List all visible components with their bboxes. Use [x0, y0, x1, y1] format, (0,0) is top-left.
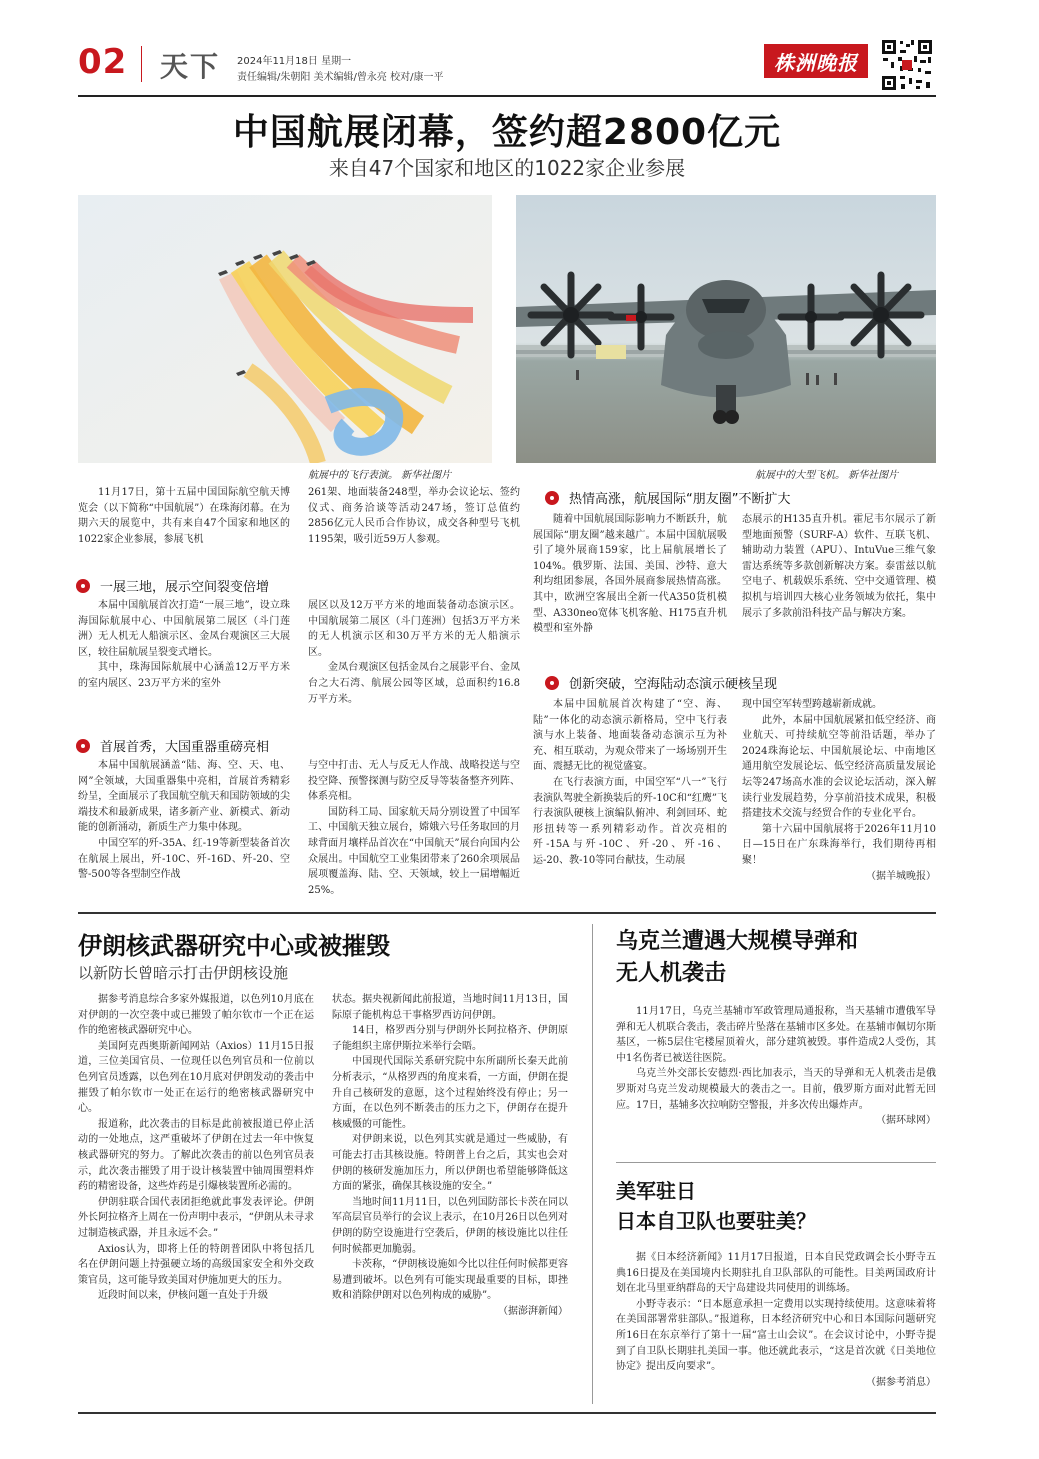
section-title: 一展三地，展示空间裂变倍增: [100, 580, 270, 595]
source-line: （据环球网）: [876, 1115, 936, 1127]
ukraine-headline: [616, 926, 936, 990]
paragraph: 本届中国航展首次构建了“空、海、陆”一体化的动态演示新格局，空中飞行表演与水上装备、地面装备动态演示互为补充、相互联动，为观众带来了一场场别开生面、震撼无比的视觉盛宴。: [533, 699, 727, 773]
photo-flight-show: [78, 195, 492, 463]
footer-rule: [78, 1412, 936, 1414]
paragraph: 第十六届中国航展将于2026年11月10日—15日在广东珠海举行，我们期待再相聚！: [742, 823, 936, 866]
caption-large-aircraft: 航展中的大型飞机。 新华社图片: [755, 470, 899, 481]
section-rule: [78, 912, 936, 914]
story-rule: [616, 1162, 936, 1163]
source-line: （据参考消息）: [866, 1376, 936, 1388]
section-heading-3: [545, 488, 790, 507]
paragraph: 随着中国航展国际影响力不断跃升，航展国际“朋友圈”越来越广。本届中国航展吸引了境外展商159家，比上届航展增长了104%。俄罗斯、法国、美国、沙特、意大利均组团参展，各国外展商参展热情高涨。其中，欧洲空客展出全新一代A350货机模型、A330neo宽体飞机客舱、H175直升机模型和室外静: [533, 514, 727, 635]
header-rule: [78, 95, 936, 97]
paragraph: 小野寺表示：“日本愿意承担一定费用以实现持续使用。这意味着将在美国部署常驻部队。”报道称，日本经济研究中心和日本国际问题研究所16日在东京举行了第十一届“富士山会议”。在会议讨论中，小野寺提到了自卫队长期驻扎美国一事。他还就此表示，“这是首次就《日美地位协定》提出反向要求”。: [616, 1298, 936, 1373]
photo-large-aircraft: [516, 195, 936, 463]
section-title: 创新突破，空海陆动态演示硬核呈现: [569, 677, 778, 692]
paragraph: 伊朗驻联合国代表团拒绝就此事发表评论。伊朗外长阿拉格齐上周在一份声明中表示，“伊朗从未寻求过制造核武器，并且永远不会。”: [78, 1196, 314, 1239]
source-line: （据澎湃新闻）: [498, 1305, 568, 1317]
iran-headline: 伊朗核武器研究中心或被摧毁: [78, 932, 390, 960]
lead-subhead: 来自47个国家和地区的1022家企业参展: [328, 156, 686, 180]
paragraph: 卡茨称，“伊朗核设施如今比以往任何时候都更容易遭到破坏。以色列有可能实现最重要的目标，即挫败和消除伊朗对以色列构成的威胁”。: [332, 1259, 568, 1302]
japan-body: [616, 1250, 936, 1390]
paragraph: 态展示的H135直升机。霍尼韦尔展示了新型地面预警（SURF-A）软件、互联飞机、辅助动力装置（APU）、IntuVue三维气象雷达系统等多款创新解决方案。泰雷兹以航空电子、机载娱乐系统、空中交通管理、模拟机与培训四大核心业务领域为依托，集中展示了多款前沿科技产品与解决方案。: [742, 514, 936, 619]
paragraph: 14日，格罗西分别与伊朗外长阿拉格齐、伊朗原子能组织主席伊斯拉米举行会晤。: [332, 1025, 568, 1052]
paragraph: Axios认为，即将上任的特朗普团队中将包括几名在伊朗问题上持强硬立场的高级国家安全和外交政策官员，这可能导致美国对伊施加更大的压力。: [78, 1243, 314, 1286]
bullet-icon: [545, 491, 559, 505]
paragraph: 11月17日，乌克兰基辅市军政管理局通报称，当天基辅市遭俄军导弹和无人机联合袭击，袭击碎片坠落在基辅市区多处。在基辅市佩切尔斯基区，一栋5层住宅楼屋顶着火，部分建筑被毁。事件造成2人受伤，其中1名伤者已被送往医院。: [616, 1006, 936, 1064]
headline-line: 日本自卫队也要驻美？: [616, 1209, 816, 1233]
ukraine-body: [616, 1004, 936, 1129]
s4-col3: [533, 697, 727, 869]
page-number: 02: [78, 42, 128, 82]
paragraph: 此外，本届中国航展紧扣低空经济、商业航天、可持续航空等前沿话题，举办了2024珠海论坛、中国航展论坛、中南地区通用航空发展论坛、低空经济高质量发展论坛等247场高水准的会议论坛活动，深入解读行业发展趋势，分享前沿技术成果，积极搭建技术交流与经贸合作的专业化平台。: [742, 714, 936, 820]
lead-intro-col1: [78, 485, 290, 547]
lead-headline: 中国航展闭幕，签约超2800亿元: [232, 112, 782, 153]
paragraph: 其中，珠海国际航展中心涵盖12万平方米的室内展区、23万平方米的室外: [78, 662, 290, 689]
headline-line: 美军驻日: [616, 1179, 696, 1203]
headline-line: 乌克兰遭遇大规模导弹和: [616, 929, 859, 954]
paragraph: 当地时间11月11日，以色列国防部长卡茨在同以军高层官员举行的会议上表示，在10月26日以色列对伊朗的防空设施进行空袭后，伊朗的核设施比以往任何时候都更加脆弱。: [332, 1196, 568, 1255]
paragraph: 国防科工局、国家航天局分别设置了中国军工、中国航天独立展台，嫦娥六号任务取回的月球背面月壤样品首次在“中国航天”展台向国内公众展出。中国航空工业集团带来了260余项展品展项覆盖海、陆、空、天领域，较上一届增幅近25%。: [308, 806, 520, 896]
caption-flight-show: 航展中的飞行表演。 新华社图片: [308, 470, 452, 481]
iran-col1: [78, 992, 314, 1304]
masthead-text: 株洲晚报: [774, 50, 858, 75]
iran-subhead: 以新防长曾暗示打击伊朗核设施: [78, 964, 289, 982]
section-name: 天下: [160, 50, 221, 83]
s4-col4: [742, 697, 936, 884]
paragraph: 261架、地面装备248型，举办会议论坛、签约仪式、商务洽谈等活动247场，签订总值约2856亿元人民币合作协议，成交各种型号飞机1195架，吸引近59万人参观。: [308, 487, 520, 545]
s2-col2: [308, 758, 520, 898]
headline-line: 无人机袭击: [616, 961, 727, 986]
paragraph: 本届中国航展首次打造“一展三地”，设立珠海国际航展中心、中国航展第二展区（斗门莲洲）无人机无人船演示区、金凤台观演区三大展区，较往届航展呈裂变式增长。: [78, 600, 290, 658]
paragraph: 展区以及12万平方米的地面装备动态演示区。中国航展第二展区（斗门莲洲）包括3万平方米的无人机演示区和30万平方米的无人船演示区。: [308, 600, 520, 658]
s1-col1: [78, 598, 290, 692]
section-heading-4: [545, 673, 777, 692]
bullet-icon: [76, 739, 90, 753]
paragraph: 对伊朗来说，以色列其实就是通过一些威胁，有可能去打击其核设施。特朗普上台之后，其实也会对伊朗的核研发施加压力，所以伊朗也希望能够降低这方面的紧张，确保其核设施的安全。”: [332, 1134, 568, 1193]
editors-line: 责任编辑/朱朝阳 美术编辑/曾永亮 校对/康一平: [237, 72, 444, 83]
paragraph: 本届中国航展涵盖“陆、海、空、天、电、网”全领域，大国重器集中亮相，首展首秀精彩纷呈，全面展示了我国航空航天和国防领域的尖端技术和最新成果，诸多新产业、新模式、新动能的创新涌动，新质生产力集中体现。: [78, 760, 290, 834]
paragraph: 与空中打击、无人与反无人作战、战略投送与空投空降、预警探测与防空反导等装备整齐列阵、体系亮相。: [308, 760, 520, 803]
qr-code: [880, 38, 934, 92]
paragraph: 状态。据央视新闻此前报道，当地时间11月13日，国际原子能机构总干事格罗西访问伊朗。: [332, 994, 568, 1021]
header-divider: [141, 46, 142, 82]
paragraph: 报道称，此次袭击的目标是此前被报道已停止活动的一处地点，这严重破坏了伊朗在过去一年中恢复核武器研究的努力。了解此次袭击的前以色列官员表示，此次袭击摧毁了用于设计核装置中铀周围塑料炸药的精密设备，这些炸药是引爆核装置所必需的。: [78, 1118, 314, 1193]
paragraph: 据《日本经济新闻》11月17日报道，日本自民党政调会长小野寺五典16日提及在美国境内长期驻扎自卫队部队的可能性。目美两国政府计划在北马里亚纳群岛的天宁岛建设共同使用的训练场。: [616, 1252, 936, 1295]
paragraph: 美国阿克西奥斯新闻网站（Axios）11月15日报道，三位美国官员、一位现任以色列官员和一位前以色列官员透露，以色列在10月底对伊朗发动的袭击中摧毁了帕尔钦市一处正在运行的绝密核武器研究中心。: [78, 1040, 314, 1115]
paragraph: 金凤台观演区包括金凤台之展影平台、金凤台之大石湾、航展公园等区域，总面积约16.8万平方米。: [308, 662, 520, 705]
paragraph: 在飞行表演方面，中国空军“八一”飞行表演队驾驶全新换装后的歼-10C和“红鹰”飞行表演队硬核上演编队俯冲、利剑回环、蛇形扭转等一系列精彩动作。首次亮相的歼-15A与歼-10C、歼-20、歼-16、运-20、教-10等同台献技，生动展: [533, 776, 727, 866]
section-heading-2: [76, 736, 269, 755]
japan-headline: [616, 1176, 936, 1236]
bullet-icon: [76, 579, 90, 593]
s3-col3: [533, 512, 727, 637]
masthead-logo: [764, 44, 868, 78]
section-title: 首展首秀，大国重器重磅亮相: [100, 740, 270, 755]
source-line: （据羊城晚报）: [866, 870, 936, 882]
section-heading-1: [76, 576, 269, 595]
paragraph: 11月17日，第十五届中国国际航空航天博览会（以下简称“中国航展”）在珠海闭幕。在为期六天的展览中，共有来自47个国家和地区的1022家企业参展，参展飞机: [78, 487, 290, 545]
column-divider: [592, 924, 593, 1404]
date-line: 2024年11月18日 星期一: [237, 56, 352, 67]
s1-col2: [308, 598, 520, 707]
paragraph: 现中国空军转型跨越崭新成就。: [742, 699, 882, 710]
bullet-icon: [545, 676, 559, 690]
paragraph: 中国空军的歼-35A、红-19等新型装备首次在航展上展出，歼-10C、歼-16D、歼-20、空警-500等各型制空作战: [78, 837, 290, 881]
lead-intro-col2: [308, 485, 520, 547]
s2-col1: [78, 758, 290, 883]
paragraph: 中国现代国际关系研究院中东所副所长秦天此前分析表示，“从格罗西的角度来看，一方面，伊朗在提升自己核研发的意愿，这个过程始终没有停止；另一方面，在以色列不断袭击的压力之下，伊朗存在提升核威慑的可能性。: [332, 1056, 568, 1130]
paragraph: 近段时间以来，伊核问题一直处于升级: [98, 1290, 268, 1302]
s3-col4: [742, 512, 936, 621]
iran-col2: [332, 992, 568, 1319]
section-title: 热情高涨，航展国际“朋友圈”不断扩大: [569, 492, 791, 507]
paragraph: 据参考消息综合多家外媒报道，以色列10月底在对伊朗的一次空袭中或已摧毁了帕尔钦市一个正在运作的绝密核武器研究中心。: [78, 994, 314, 1037]
paragraph: 乌克兰外交部长安德烈·西比加表示，当天的导弹和无人机袭击是俄罗斯对乌克兰发动规模最大的袭击之一。目前，俄罗斯方面对此暂无回应。17日，基辅多次拉响防空警报，并多次传出爆炸声。: [616, 1068, 936, 1111]
